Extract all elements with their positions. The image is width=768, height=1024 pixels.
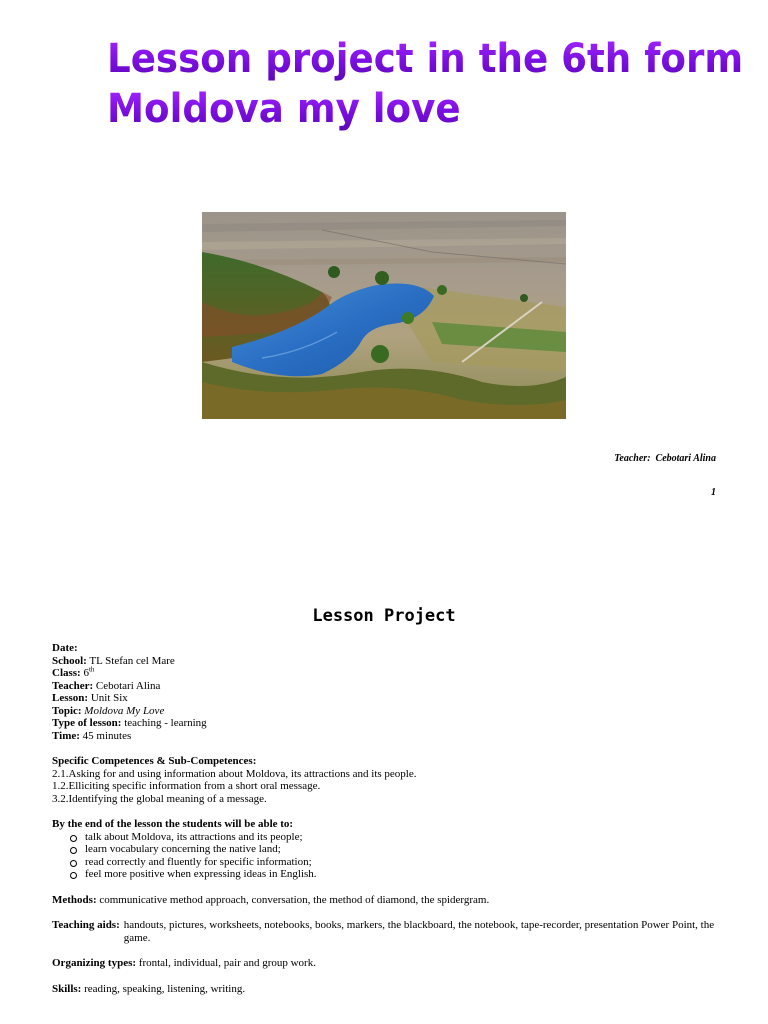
competence-item: 3.2.Identifying the global meaning of a message. bbox=[52, 792, 267, 805]
skills-value: reading, speaking, listening, writing. bbox=[81, 982, 246, 995]
lesson-label: Lesson: bbox=[52, 692, 89, 704]
class-row bbox=[52, 667, 722, 680]
lesson-type-value: teaching - learning bbox=[121, 717, 207, 729]
methods-row bbox=[52, 894, 722, 907]
competence-item: 2.1.Asking for and using information about Moldova, its attractions and its people. bbox=[52, 767, 417, 780]
date-label: Date: bbox=[52, 642, 78, 654]
teaching-aids-value: handouts, pictures, worksheets, notebooks, books, markers, the blackboard, the notebook, tape-recorder, presentation Power Point, the game. bbox=[123, 919, 715, 944]
class-value-suffix: th bbox=[88, 665, 95, 674]
objective-item: feel more positive when expressing ideas in English. bbox=[69, 868, 722, 881]
organizing-types-row bbox=[52, 957, 722, 970]
methods-value: communicative method approach, conversation, the method of diamond, the spidergram. bbox=[96, 893, 490, 906]
teacher-label: Teacher: bbox=[52, 679, 94, 692]
competences-heading: Specific Competences & Sub-Competences: bbox=[52, 755, 257, 767]
lesson-type-row bbox=[52, 717, 722, 730]
school-row bbox=[52, 655, 722, 668]
landscape-photo bbox=[202, 212, 566, 419]
lesson-row bbox=[52, 692, 722, 705]
objective-item: talk about Moldova, its attractions and its people; bbox=[69, 831, 722, 844]
lesson-details bbox=[52, 642, 722, 995]
teacher-value: Cebotari Alina bbox=[93, 679, 161, 692]
skills-label: Skills: bbox=[52, 982, 82, 995]
organizing-types-label: Organizing types: bbox=[52, 957, 137, 969]
time-row bbox=[52, 730, 722, 743]
teacher-row bbox=[52, 680, 722, 693]
school-label: School: bbox=[52, 654, 87, 667]
topic-row bbox=[52, 705, 722, 718]
class-label: Class: bbox=[52, 667, 81, 679]
class-value: 6 bbox=[80, 667, 89, 679]
lesson-value: Unit Six bbox=[88, 692, 128, 704]
time-label: Time: bbox=[52, 729, 80, 742]
topic-value: Moldova My Love bbox=[81, 704, 165, 717]
date-row bbox=[52, 642, 722, 655]
competence-item: 1.2.Elliciting specific information from a short oral message. bbox=[52, 780, 321, 792]
cover-title-line-2: Moldova my love bbox=[107, 86, 461, 132]
objectives-heading: By the end of the lesson the students will be able to: bbox=[52, 818, 294, 830]
teaching-aids-label: Teaching aids: bbox=[52, 919, 120, 931]
topic-label: Topic: bbox=[52, 704, 82, 717]
lesson-type-label: Type of lesson: bbox=[52, 717, 122, 729]
skills-row bbox=[52, 983, 722, 996]
objective-item: read correctly and fluently for specific information; bbox=[69, 856, 722, 869]
lesson-project-heading: Lesson Project bbox=[312, 606, 456, 626]
time-value: 45 minutes bbox=[79, 729, 132, 742]
objectives-list bbox=[52, 831, 722, 881]
school-value: TL Stefan cel Mare bbox=[86, 654, 175, 667]
methods-label: Methods: bbox=[52, 893, 97, 906]
organizing-types-value: frontal, individual, pair and group work. bbox=[136, 957, 316, 969]
teacher-credit: Teacher: Cebotari Alina bbox=[614, 453, 716, 464]
cover-title-line-1: Lesson project in the 6th form bbox=[107, 36, 744, 82]
teaching-aids-row bbox=[52, 919, 722, 944]
objective-item: learn vocabulary concerning the native land; bbox=[69, 843, 722, 856]
page-number: 1 bbox=[711, 487, 716, 498]
